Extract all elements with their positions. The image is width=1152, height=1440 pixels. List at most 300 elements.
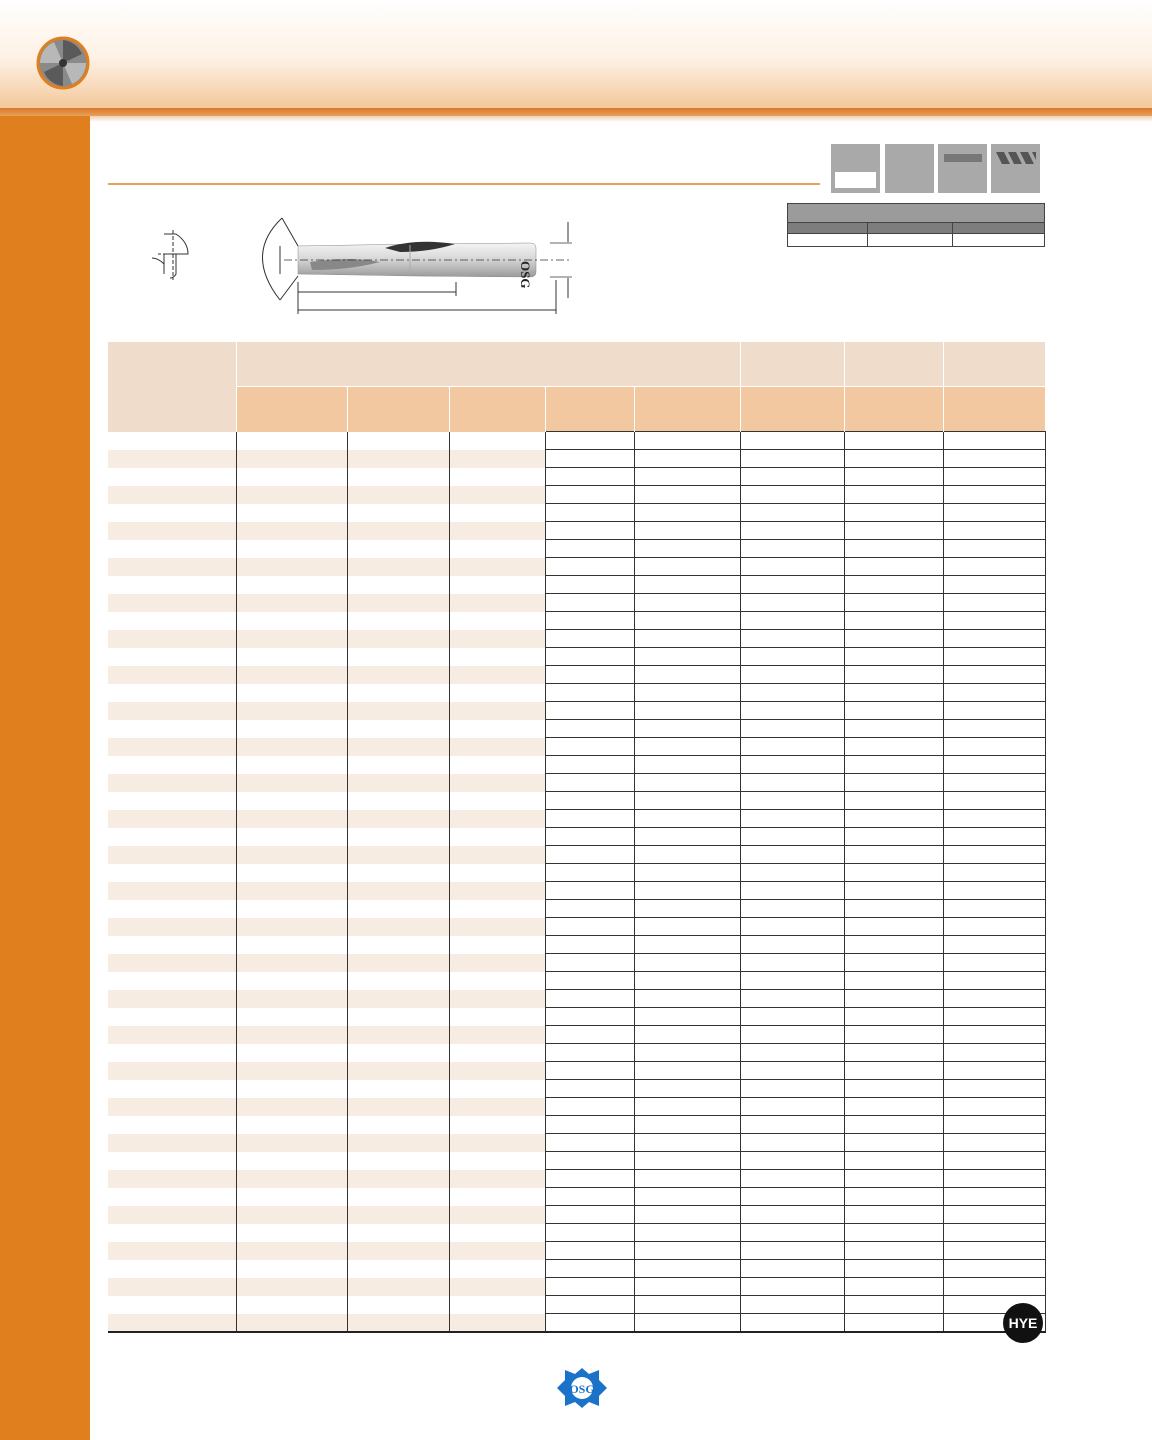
table-row [108,1152,1045,1170]
table-row [108,900,1045,918]
table-cell [740,900,844,918]
table-cell [634,756,740,774]
table-cell [236,1242,347,1260]
table-cell [449,882,545,900]
table-cell [108,612,236,630]
table-cell [545,1224,634,1242]
table-cell [634,1314,740,1333]
table-cell [740,450,844,468]
table-cell [740,936,844,954]
table-cell [943,1260,1045,1278]
table-cell [545,954,634,972]
table-row [108,450,1045,468]
table-cell [449,486,545,504]
table-cell [108,792,236,810]
table-cell [108,432,236,450]
table-cell [236,1116,347,1134]
table-cell [108,756,236,774]
table-cell [236,1062,347,1080]
table-cell [236,918,347,936]
table-cell [545,648,634,666]
table-cell [236,1314,347,1333]
table-cell [844,846,943,864]
table-cell [236,1044,347,1062]
table-cell [634,828,740,846]
table-cell [740,738,844,756]
table-cell [545,1080,634,1098]
table-cell [108,468,236,486]
table-cell [943,774,1045,792]
table-cell [634,594,740,612]
table-cell [449,684,545,702]
table-cell [545,630,634,648]
table-cell [449,846,545,864]
table-row [108,1008,1045,1026]
table-cell [347,1008,449,1026]
table-cell [844,720,943,738]
table-cell [545,432,634,450]
table-cell [449,792,545,810]
table-cell [634,1080,740,1098]
table-cell [449,558,545,576]
table-cell [449,468,545,486]
table-cell [236,666,347,684]
table-cell [108,1278,236,1296]
table-row [108,1206,1045,1224]
table-cell [634,540,740,558]
table-cell [108,882,236,900]
table-cell [108,1242,236,1260]
table-row [108,1188,1045,1206]
table-cell [943,1152,1045,1170]
table-cell [347,972,449,990]
table-cell [347,900,449,918]
table-cell [449,504,545,522]
table-cell [844,738,943,756]
table-cell [634,864,740,882]
badge-tile-1 [831,144,880,193]
table-cell [449,1152,545,1170]
table-cell [634,558,740,576]
table-cell [844,1188,943,1206]
header-cell [108,342,236,432]
table-cell [844,1062,943,1080]
table-cell [545,774,634,792]
table-cell [943,1008,1045,1026]
table-cell [844,684,943,702]
table-cell [108,684,236,702]
table-cell [634,450,740,468]
table-cell [545,1134,634,1152]
table-cell [740,792,844,810]
table-row [108,540,1045,558]
table-cell [634,684,740,702]
table-cell [545,1152,634,1170]
table-cell [634,666,740,684]
table-cell [236,648,347,666]
table-row [108,828,1045,846]
table-cell [634,1026,740,1044]
table-cell [108,486,236,504]
table-cell [634,1206,740,1224]
table-row [108,1134,1045,1152]
spec-mini-table [787,203,1045,247]
table-row [108,954,1045,972]
table-cell [449,810,545,828]
table-cell [740,1242,844,1260]
drill-point-profile-icon [148,228,198,282]
table-cell [943,648,1045,666]
table-row [108,630,1045,648]
table-cell [108,846,236,864]
table-cell [347,1242,449,1260]
table-cell [943,1224,1045,1242]
table-cell [449,1026,545,1044]
table-cell [449,594,545,612]
table-cell [236,1152,347,1170]
table-cell [844,1278,943,1296]
table-cell [943,1098,1045,1116]
table-cell [236,1188,347,1206]
table-cell [449,900,545,918]
table-cell [236,1260,347,1278]
table-bottom-rule [108,1332,1045,1334]
side-accent-bar [0,116,90,1440]
header-cell [943,342,1045,387]
table-row [108,1044,1045,1062]
table-cell [347,792,449,810]
table-row [108,1296,1045,1314]
table-cell [236,954,347,972]
table-row [108,576,1045,594]
table-cell [740,1170,844,1188]
table-cell [844,630,943,648]
table-row [108,1116,1045,1134]
table-cell [545,1116,634,1134]
badge-tile-1-panel [835,172,876,188]
table-cell [634,1116,740,1134]
table-cell [347,918,449,936]
table-cell [740,864,844,882]
table-cell [236,504,347,522]
table-cell [347,1188,449,1206]
table-cell [634,576,740,594]
table-cell [740,666,844,684]
table-cell [347,576,449,594]
table-cell [740,1314,844,1333]
table-cell [236,1080,347,1098]
table-cell [844,882,943,900]
table-cell [634,486,740,504]
table-row [108,972,1045,990]
table-cell [844,504,943,522]
table-cell [634,1062,740,1080]
table-row [108,1062,1045,1080]
table-cell [347,522,449,540]
table-cell [943,1188,1045,1206]
table-cell [236,774,347,792]
table-cell [943,738,1045,756]
table-row [108,990,1045,1008]
table-cell [634,702,740,720]
table-cell [449,1224,545,1242]
table-cell [844,522,943,540]
table-cell [740,954,844,972]
table-cell [449,1008,545,1026]
table-cell [545,900,634,918]
table-cell [449,540,545,558]
table-cell [740,594,844,612]
table-cell [943,972,1045,990]
table-cell [108,1008,236,1026]
table-cell [236,756,347,774]
table-cell [943,936,1045,954]
table-cell [943,594,1045,612]
table-cell [236,1134,347,1152]
table-cell [236,612,347,630]
table-cell [347,630,449,648]
drill-cross-section-icon [36,36,90,90]
table-row [108,468,1045,486]
table-cell [108,918,236,936]
table-cell [449,954,545,972]
table-cell [347,1116,449,1134]
table-cell [347,666,449,684]
table-row [108,810,1045,828]
table-row [108,918,1045,936]
spec-mini-table-cell [953,234,1045,247]
table-cell [236,486,347,504]
table-cell [545,594,634,612]
table-cell [740,1152,844,1170]
table-row [108,666,1045,684]
table-cell [236,792,347,810]
table-cell [634,648,740,666]
table-cell [740,702,844,720]
table-cell [347,738,449,756]
table-cell [844,936,943,954]
table-cell [943,630,1045,648]
table-cell [449,1206,545,1224]
header-cell [844,342,943,387]
table-cell [634,1098,740,1116]
table-cell [740,1098,844,1116]
table-row [108,504,1045,522]
subheader-cell [236,387,347,432]
table-cell [545,540,634,558]
table-cell [943,756,1045,774]
table-cell [844,990,943,1008]
table-cell [236,882,347,900]
table-cell [449,432,545,450]
table-cell [740,684,844,702]
table-cell [236,738,347,756]
table-cell [740,756,844,774]
table-cell [347,864,449,882]
table-cell [740,918,844,936]
table-cell [108,1224,236,1242]
table-cell [108,558,236,576]
table-cell [943,684,1045,702]
table-cell [634,792,740,810]
table-cell [449,1098,545,1116]
table-cell [740,1116,844,1134]
table-cell [449,774,545,792]
table-cell [943,666,1045,684]
table-cell [236,936,347,954]
table-cell [634,1278,740,1296]
subheader-cell [844,387,943,432]
table-row [108,1278,1045,1296]
subheader-cell [347,387,449,432]
table-cell [108,810,236,828]
table-cell [943,1026,1045,1044]
table-cell [634,720,740,738]
table-cell [844,954,943,972]
table-cell [844,486,943,504]
table-cell [449,612,545,630]
table-row [108,1098,1045,1116]
table-cell [347,468,449,486]
product-table [108,342,1046,1334]
table-cell [740,1206,844,1224]
table-cell [108,1152,236,1170]
table-row [108,1242,1045,1260]
table-cell [236,522,347,540]
table-cell [844,900,943,918]
table-cell [449,1134,545,1152]
table-cell [108,522,236,540]
table-cell [844,1296,943,1314]
table-cell [844,468,943,486]
table-cell [236,1026,347,1044]
table-cell [236,450,347,468]
table-cell [634,1170,740,1188]
table-cell [545,972,634,990]
table-cell [449,1242,545,1260]
table-cell [943,432,1045,450]
table-cell [108,972,236,990]
table-cell [740,486,844,504]
table-cell [545,612,634,630]
table-cell [634,1296,740,1314]
table-cell [108,1134,236,1152]
table-cell [943,1134,1045,1152]
table-cell [108,540,236,558]
table-cell [347,702,449,720]
table-cell [943,522,1045,540]
table-cell [844,1260,943,1278]
table-cell [545,1242,634,1260]
table-cell [236,1008,347,1026]
table-cell [236,972,347,990]
table-cell [545,936,634,954]
table-cell [347,450,449,468]
table-cell [347,540,449,558]
table-cell [844,450,943,468]
table-cell [347,1062,449,1080]
table-cell [449,1278,545,1296]
table-cell [236,990,347,1008]
table-cell [545,522,634,540]
table-cell [545,684,634,702]
table-cell [943,846,1045,864]
table-cell [449,936,545,954]
table-cell [740,1224,844,1242]
table-cell [108,1260,236,1278]
table-cell [844,864,943,882]
table-cell [347,882,449,900]
table-cell [740,576,844,594]
table-cell [236,684,347,702]
table-cell [844,792,943,810]
table-cell [740,774,844,792]
badge-tile-3 [938,144,987,193]
table-cell [844,1044,943,1062]
spec-mini-table-subhead [788,223,868,234]
table-cell [449,702,545,720]
table-cell [634,918,740,936]
table-cell [108,1026,236,1044]
table-cell [740,828,844,846]
table-cell [844,702,943,720]
table-cell [844,774,943,792]
table-cell [545,738,634,756]
table-cell [108,594,236,612]
table-cell [740,1260,844,1278]
table-cell [449,522,545,540]
table-cell [844,1134,943,1152]
hatch-icon [996,152,1036,164]
page-header [0,0,1152,108]
table-cell [634,990,740,1008]
table-cell [347,504,449,522]
content-top-shadow [90,116,1152,122]
table-cell [545,1062,634,1080]
table-cell [347,756,449,774]
table-cell [943,612,1045,630]
table-cell [108,1062,236,1080]
table-cell [449,1116,545,1134]
table-cell [108,738,236,756]
table-row [108,702,1045,720]
table-cell [844,576,943,594]
table-cell [943,1116,1045,1134]
table-cell [740,648,844,666]
table-row [108,1260,1045,1278]
hye-badge-icon: HYE [1003,1303,1043,1343]
table-cell [449,1080,545,1098]
table-cell [108,1044,236,1062]
table-row [108,936,1045,954]
table-cell [108,450,236,468]
subheader-cell [943,387,1045,432]
table-cell [634,612,740,630]
table-cell [634,774,740,792]
table-cell [634,882,740,900]
table-cell [545,504,634,522]
table-cell [449,1260,545,1278]
table-cell [545,792,634,810]
table-cell [634,1260,740,1278]
table-cell [943,810,1045,828]
table-cell [844,666,943,684]
subheader-cell [740,387,844,432]
table-cell [545,1098,634,1116]
table-row [108,648,1045,666]
table-cell [844,1026,943,1044]
table-cell [545,1296,634,1314]
